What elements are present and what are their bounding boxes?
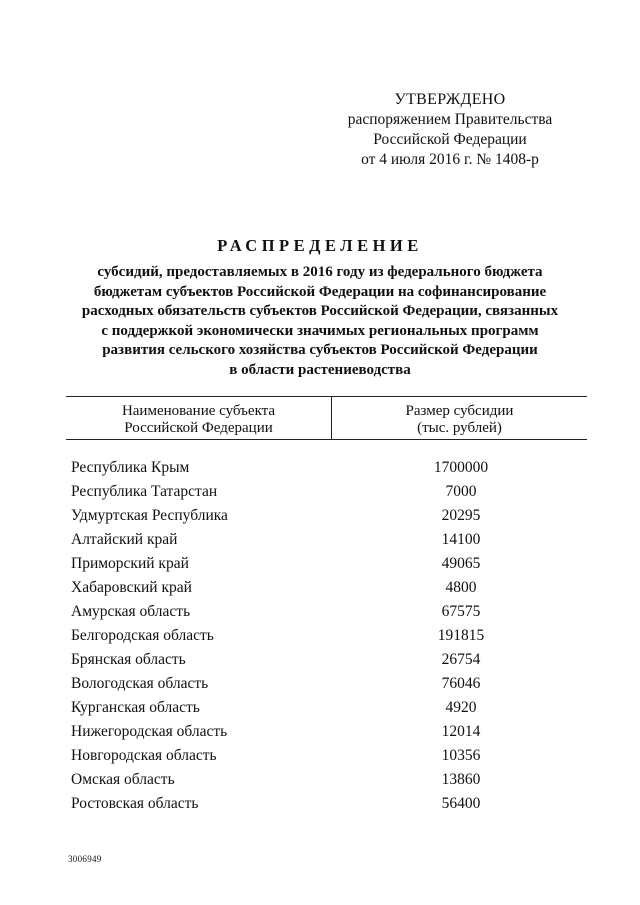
- subsidy-amount: 10356: [441, 747, 481, 764]
- subtitle-line: расходных обязательств субъектов Российской Федерации, связанных: [81, 303, 559, 319]
- document-title: РАСПРЕДЕЛЕНИЕ: [217, 236, 423, 255]
- subsidy-amount: 14100: [441, 531, 481, 548]
- page-code: 3006949: [68, 854, 102, 864]
- header-name: [66, 403, 331, 437]
- region-name: Хабаровский край: [71, 579, 192, 596]
- region-name: Ростовская область: [71, 795, 199, 812]
- subsidy-amount: 13860: [441, 771, 481, 788]
- subsidy-amount: 191815: [437, 627, 485, 644]
- approval-line-3: от 4 июля 2016 г. № 1408-р: [361, 151, 539, 168]
- table-row: [66, 744, 587, 768]
- header-amount: [332, 403, 587, 437]
- region-name: Брянская область: [71, 651, 186, 668]
- region-name: Новгородская область: [71, 747, 217, 764]
- approval-heading: УТВЕРЖДЕНО: [394, 91, 506, 108]
- region-name: Курганская область: [71, 699, 200, 716]
- region-name: Омская область: [71, 771, 175, 788]
- table-header: [66, 396, 587, 440]
- subsidy-amount: 76046: [441, 675, 481, 692]
- subsidy-amount: 26754: [441, 651, 481, 668]
- table-row: [66, 552, 587, 576]
- subsidy-amount: 4800: [445, 579, 477, 596]
- table-row: [66, 480, 587, 504]
- approval-stamp: [330, 90, 570, 170]
- region-name: Удмуртская Республика: [71, 507, 228, 524]
- subtitle-line: с поддержкой экономически значимых региональных программ: [101, 322, 539, 339]
- table-row: [66, 792, 587, 816]
- document-subtitle: [40, 263, 600, 380]
- subsidy-amount: 12014: [441, 723, 481, 740]
- region-name: Алтайский край: [71, 531, 178, 548]
- subtitle-line: бюджетам субъектов Российской Федерации на софинансирование: [93, 283, 547, 300]
- region-name: Нижегородская область: [71, 723, 228, 740]
- table-row: [66, 504, 587, 528]
- subsidy-amount: 67575: [441, 603, 481, 620]
- approval-line-1: распоряжением Правительства: [347, 111, 553, 128]
- subsidy-table: [66, 396, 587, 816]
- subsidy-amount: 49065: [441, 555, 481, 572]
- region-name: Республика Татарстан: [71, 483, 218, 500]
- subsidy-amount: 20295: [441, 507, 481, 524]
- table-row: [66, 720, 587, 744]
- table-row: [66, 600, 587, 624]
- subtitle-line: субсидий, предоставляемых в 2016 году из федерального бюджета: [97, 264, 543, 280]
- subsidy-amount: 56400: [441, 795, 481, 812]
- subsidy-amount: 4920: [445, 699, 477, 716]
- table-row: [66, 456, 587, 480]
- table-row: [66, 696, 587, 720]
- region-name: Приморский край: [71, 555, 189, 572]
- table-row: [66, 576, 587, 600]
- subsidy-amount: 7000: [445, 483, 477, 500]
- header-name-line-2: Российской Федерации: [124, 420, 273, 436]
- region-name: Белгородская область: [71, 627, 214, 644]
- subtitle-line: развития сельского хозяйства субъектов Российской Федерации: [102, 342, 538, 358]
- region-name: Вологодская область: [71, 675, 209, 692]
- header-name-line-1: Наименование субъекта: [121, 403, 276, 419]
- subtitle-line: в области растениеводства: [229, 361, 411, 378]
- table-row: [66, 672, 587, 696]
- header-amount-line-2: (тыс. рублей): [417, 420, 502, 436]
- region-name: Республика Крым: [71, 459, 190, 476]
- table-row: [66, 768, 587, 792]
- region-name: Амурская область: [71, 603, 191, 620]
- approval-line-2: Российской Федерации: [373, 131, 527, 148]
- table-body: [66, 456, 587, 816]
- table-row: [66, 528, 587, 552]
- table-row: [66, 648, 587, 672]
- subsidy-amount: 1700000: [433, 459, 489, 476]
- header-amount-line-1: Размер субсидии: [405, 403, 514, 419]
- table-row: [66, 624, 587, 648]
